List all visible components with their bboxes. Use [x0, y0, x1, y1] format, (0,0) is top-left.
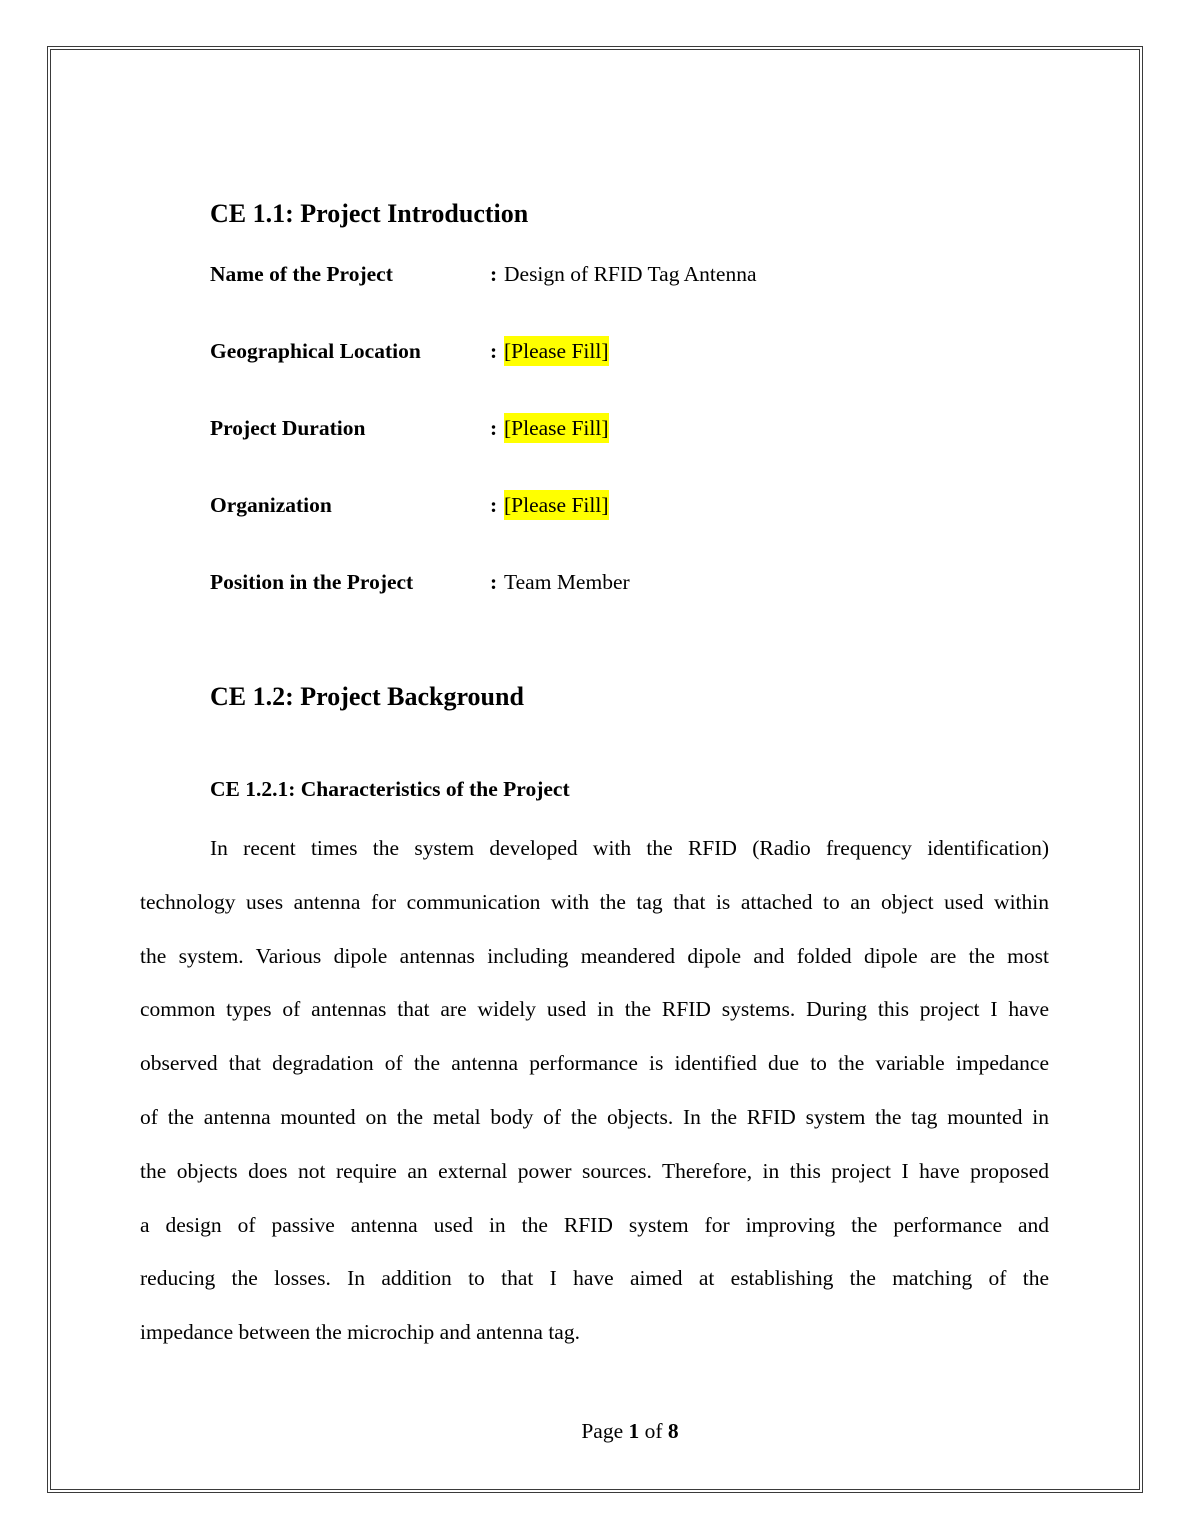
field-colon: : [490, 570, 498, 594]
field-label: Organization [210, 493, 332, 517]
field-colon: : [490, 339, 498, 363]
field-label: Project Duration [210, 416, 366, 440]
footer-page-word: Page [581, 1419, 624, 1443]
paragraph-line: technology uses antenna for communication with the tag that is attached to an object used within [140, 889, 1049, 914]
paragraph-line: of the antenna mounted on the metal body of the objects. In the RFID system the tag mounted in [140, 1104, 1049, 1129]
page-footer [0, 1416, 1190, 1446]
field-value: Design of RFID Tag Antenna [504, 262, 757, 286]
footer-total-pages: 8 [667, 1419, 679, 1443]
subsection-heading-characteristics: CE 1.2.1: Characteristics of the Project [210, 777, 570, 801]
footer-current-page: 1 [628, 1419, 640, 1443]
paragraph-line: reducing the losses. In addition to that I have aimed at establishing the matching of the [140, 1266, 1049, 1291]
section-heading-project-background: CE 1.2: Project Background [210, 682, 524, 711]
paragraph-line: observed that degradation of the antenna performance is identified due to the variable impedance [140, 1051, 1049, 1076]
body-paragraph [140, 822, 1049, 1360]
field-label: Name of the Project [210, 262, 393, 286]
footer-of-word: of [644, 1419, 663, 1443]
paragraph-line: common types of antennas that are widely used in the RFID systems. During this project I have [140, 997, 1049, 1022]
paragraph-line: a design of passive antenna used in the RFID system for improving the performance and [140, 1212, 1049, 1237]
paragraph-line: impedance between the microchip and antenna tag. [140, 1320, 580, 1345]
placeholder-value: [Please Fill] [504, 336, 609, 366]
field-colon: : [490, 262, 498, 286]
paragraph-line: the system. Various dipole antennas including meandered dipole and folded dipole are the most [140, 943, 1049, 968]
field-label: Geographical Location [210, 339, 421, 363]
field-value: Team Member [504, 570, 630, 594]
placeholder-value: [Please Fill] [504, 413, 609, 443]
placeholder-value: [Please Fill] [504, 490, 609, 520]
section-heading-project-introduction: CE 1.1: Project Introduction [210, 199, 529, 228]
field-colon: : [490, 416, 498, 440]
field-colon: : [490, 493, 498, 517]
paragraph-line: the objects does not require an external power sources. Therefore, in this project I have proposed [140, 1158, 1049, 1183]
paragraph-line: In recent times the system developed with the RFID (Radio frequency identification) [210, 836, 1049, 860]
field-label: Position in the Project [210, 570, 414, 594]
